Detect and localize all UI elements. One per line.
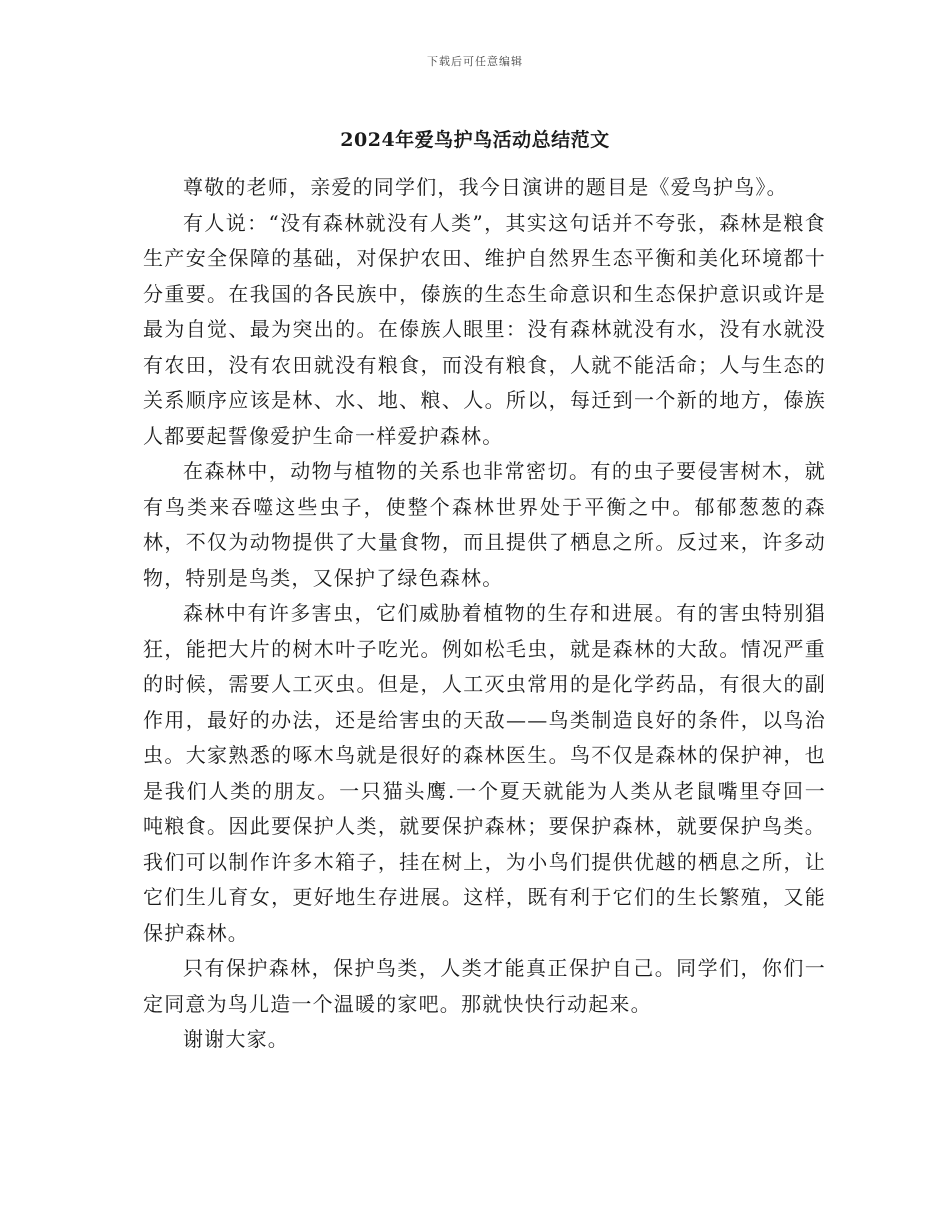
paragraph-pests-and-birds: 森林中有许多害虫，它们威胁着植物的生存和进展。有的害虫特别猖狂，能把大片的树木叶子吃光。例如松毛虫，就是森林的大敌。情况严重的时候，需要人工灭虫。但是，人工灭虫常用的是化学药品，有很大的副作用，最好的办法，还是给害虫的天敌——鸟类制造良好的条件，以鸟治虫。大家熟悉的啄木鸟就是很好的森林医生。鸟不仅是森林的保护神，也是我们人类的朋友。一只猫头鹰.一个夏天就能为人类从老鼠嘴里夺回一吨粮食。因此要保护人类，就要保护森林；要保护森林，就要保护鸟类。我们可以制作许多木箱子，挂在树上，为小鸟们提供优越的栖息之所，让它们生儿育女，更好地生存进展。这样，既有利于它们的生长繁殖，又能保护森林。 (143, 601, 826, 945)
paragraph-forest-and-dai: 有人说：“没有森林就没有人类”，其实这句话并不夸张，森林是粮食生产安全保障的基础，对保护农田、维护自然界生态平衡和美化环境都十分重要。在我国的各民族中，傣族的生态生命意识和生态保护意识或许是最为自觉、最为突出的。在傣族人眼里：没有森林就没有水，没有水就没有农田，没有农田就没有粮食，而没有粮食，人就不能活命；人与生态的关系顺序应该是林、水、地、粮、人。所以，每迁到一个新的地方，傣族人都要起誓像爱护生命一样爱护森林。 (143, 210, 826, 448)
paragraph-call-to-action: 只有保护森林，保护鸟类，人类才能真正保护自己。同学们，你们一定同意为鸟儿造一个温暖的家吧。那就快快行动起来。 (143, 956, 826, 1016)
document-body (143, 170, 826, 1058)
document-title: 2024年爱鸟护鸟活动总结范文 (340, 129, 610, 151)
paragraph-animals-and-plants: 在森林中，动物与植物的关系也非常密切。有的虫子要侵害树木，就有鸟类来吞噬这些虫子，使整个森林世界处于平衡之中。郁郁葱葱的森林，不仅为动物提供了大量食物，而且提供了栖息之所。反过来，许多动物，特别是鸟类，又保护了绿色森林。 (143, 459, 826, 590)
header-note: 下载后可任意编辑 (427, 55, 523, 68)
paragraph-thanks: 谢谢大家。 (183, 1027, 289, 1051)
paragraph-greeting: 尊敬的老师，亲爱的同学们，我今日演讲的题目是《爱鸟护鸟》。 (183, 175, 788, 199)
